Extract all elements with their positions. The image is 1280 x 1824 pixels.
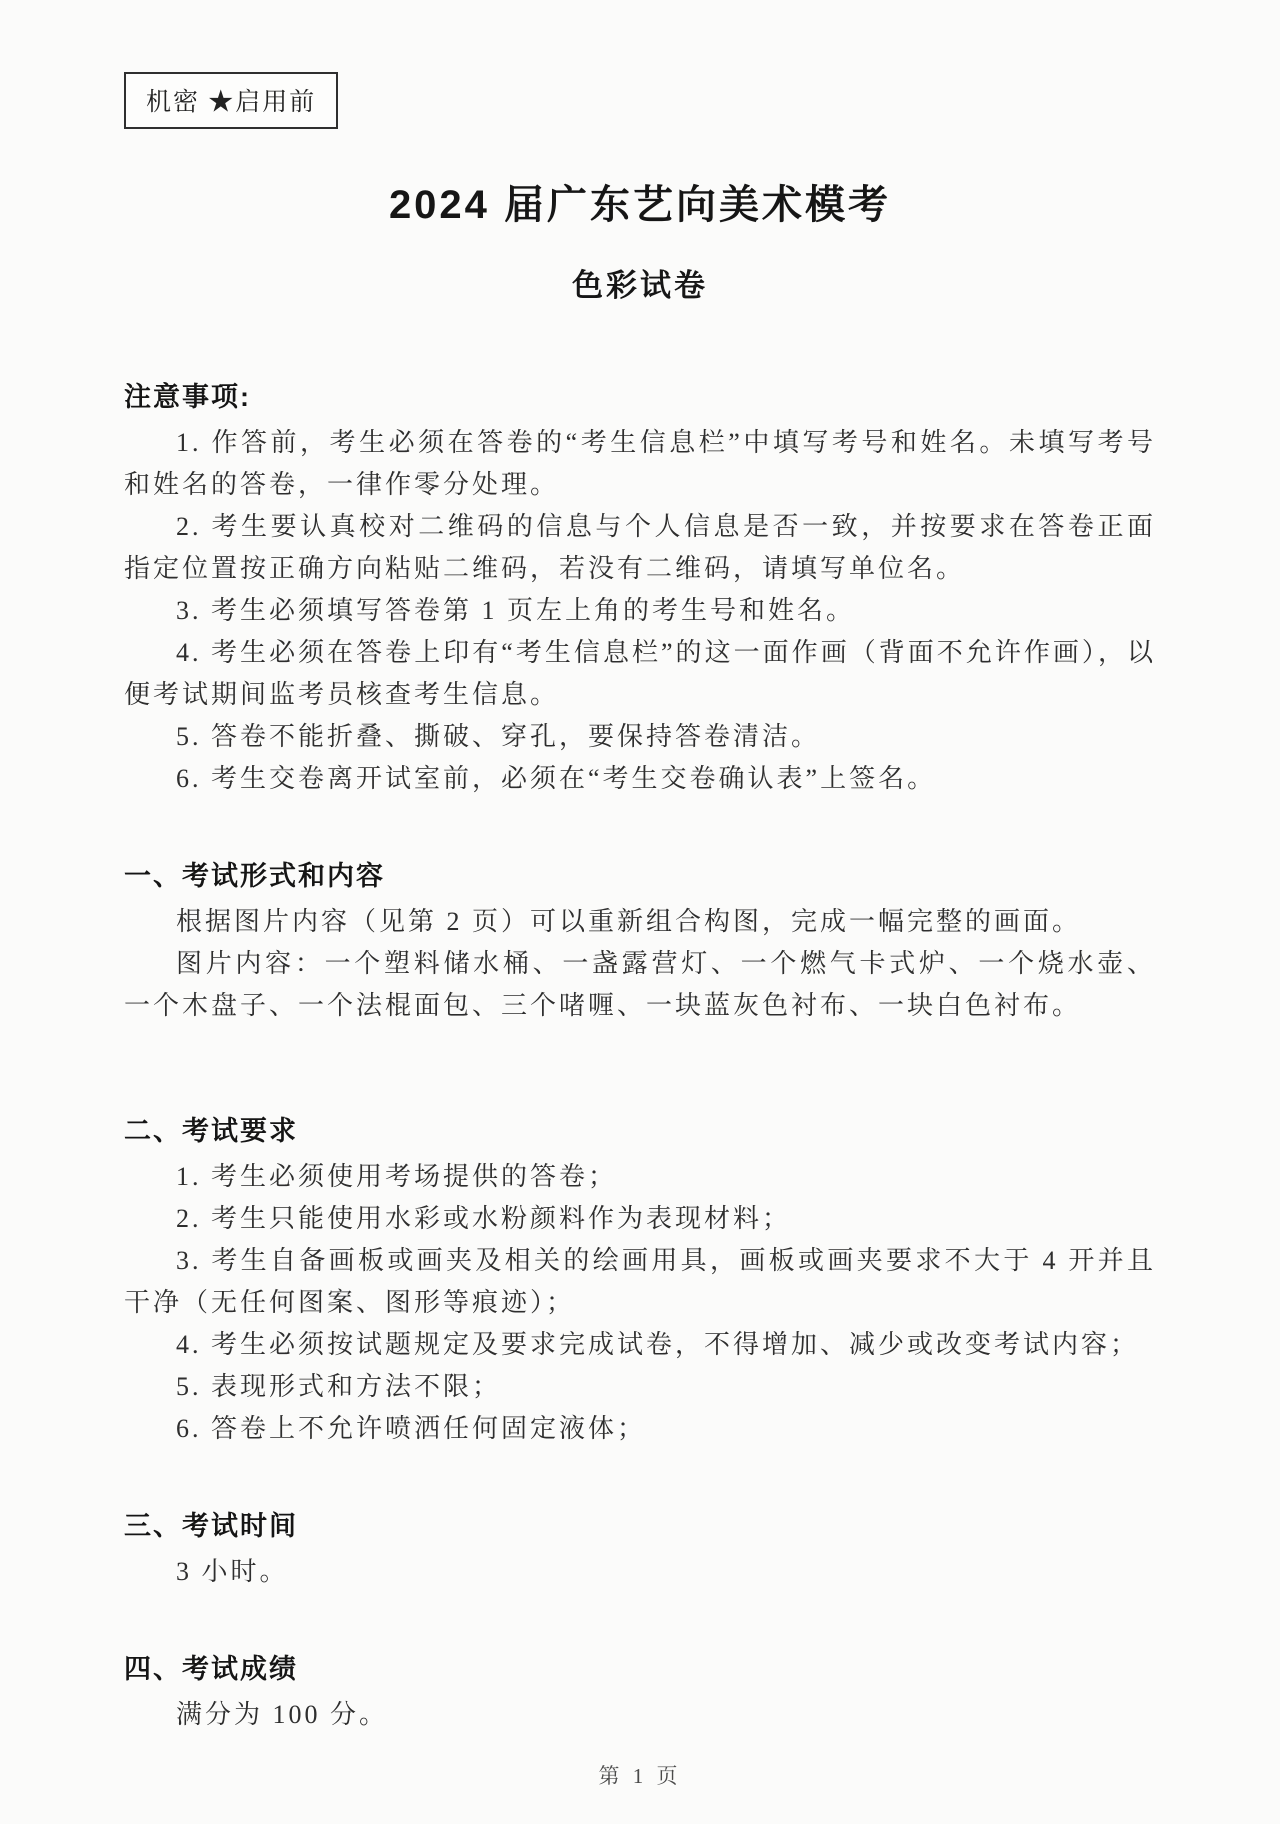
requirement-item-2: 2. 考生只能使用水彩或水粉颜料作为表现材料； <box>176 1204 792 1233</box>
section-heading-exam-format: 一、考试形式和内容 <box>124 861 385 891</box>
notice-item-5: 5. 答卷不能折叠、撕破、穿孔，要保持答卷清洁。 <box>176 722 821 751</box>
exam-format-paragraph-2: 图片内容：一个塑料储水桶、一盏露营灯、一个燃气卡式炉、一个烧水壶、一个木盘子、一个法棍面包、三个啫喱、一块蓝灰色衬布、一块白色衬布。 <box>124 949 1156 1020</box>
exam-format-paragraph-1: 根据图片内容（见第 2 页）可以重新组合构图，完成一幅完整的画面。 <box>176 907 1082 936</box>
requirement-item-3: 3. 考生自备画板或画夹及相关的绘画用具，画板或画夹要求不大于 4 开并且干净（无任何图案、图形等痕迹）； <box>124 1246 1156 1317</box>
requirement-item-4: 4. 考生必须按试题规定及要求完成试卷，不得增加、减少或改变考试内容； <box>176 1330 1140 1359</box>
section-exam-format-content <box>124 854 1156 1027</box>
notices-section <box>124 375 1156 800</box>
classification-box <box>124 72 338 129</box>
exam-time-value: 3 小时。 <box>176 1557 289 1586</box>
notice-item-4: 4. 考生必须在答卷上印有“考生信息栏”的这一面作画（背面不允许作画），以便考试期间监考员核查考生信息。 <box>124 638 1156 709</box>
notice-item-1: 1. 作答前，考生必须在答卷的“考生信息栏”中填写考号和姓名。未填写考号和姓名的答卷，一律作零分处理。 <box>124 428 1156 499</box>
notice-item-6: 6. 考生交卷离开试室前，必须在“考生交卷确认表”上签名。 <box>176 764 937 793</box>
page-title: 2024 届广东艺向美术模考 <box>388 183 892 227</box>
requirement-item-6: 6. 答卷上不允许喷洒任何固定液体； <box>176 1414 647 1443</box>
classification-label: 机密 ★启用前 <box>146 89 317 116</box>
section-exam-requirements <box>124 1109 1156 1450</box>
notices-heading: 注意事项: <box>124 382 251 412</box>
requirement-item-5: 5. 表现形式和方法不限； <box>176 1372 502 1401</box>
page-number: 第 1 页 <box>598 1764 682 1788</box>
section-heading-exam-time: 三、考试时间 <box>124 1511 298 1541</box>
notice-item-3: 3. 考生必须填写答卷第 1 页左上角的考生号和姓名。 <box>176 596 856 625</box>
section-heading-exam-score: 四、考试成绩 <box>124 1654 298 1684</box>
notice-item-2: 2. 考生要认真校对二维码的信息与个人信息是否一致，并按要求在答卷正面指定位置按正确方向粘贴二维码，若没有二维码，请填写单位名。 <box>124 512 1156 583</box>
section-exam-time <box>124 1504 1156 1593</box>
section-heading-exam-requirements: 二、考试要求 <box>124 1116 298 1146</box>
exam-score-value: 满分为 100 分。 <box>176 1700 389 1729</box>
requirement-item-1: 1. 考生必须使用考场提供的答卷； <box>176 1162 618 1191</box>
page-subtitle: 色彩试卷 <box>572 268 708 303</box>
